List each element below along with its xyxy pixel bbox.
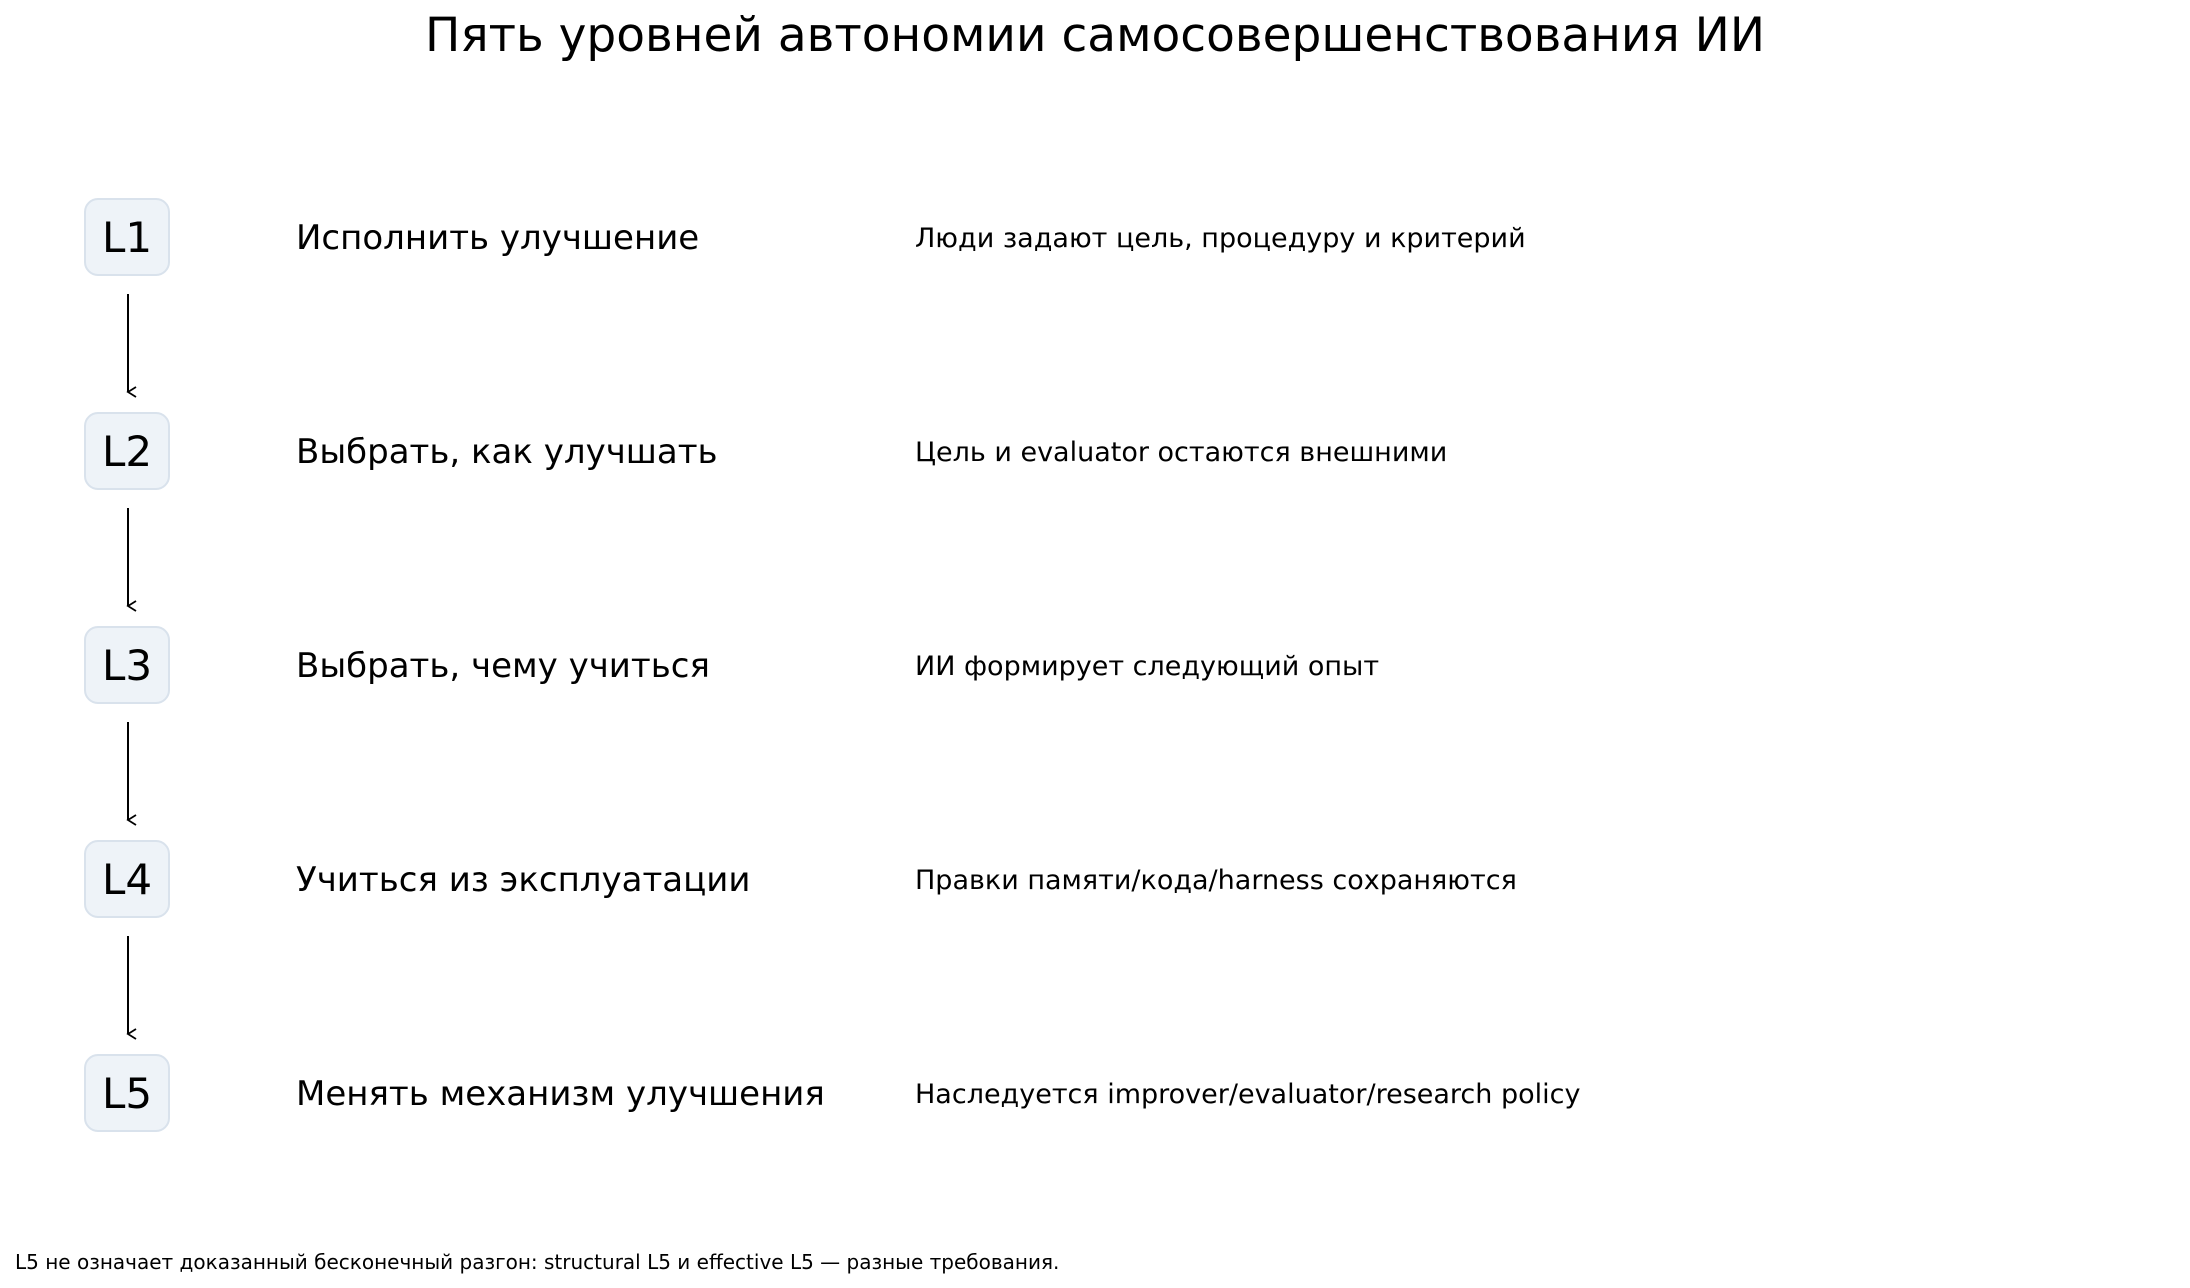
level-description: Люди задают цель, процедуру и критерий [915, 222, 1526, 254]
level-badge: L5 [84, 1054, 170, 1132]
level-badge: L2 [84, 412, 170, 490]
level-row-l4 [0, 840, 2190, 922]
level-name: Менять механизм улучшения [296, 1074, 825, 1114]
level-description: Правки памяти/кода/harness сохраняются [915, 864, 1517, 896]
level-name: Выбрать, чему учиться [296, 646, 710, 686]
level-description: Наследуется improver/evaluator/research policy [915, 1078, 1581, 1110]
level-badge: L1 [84, 198, 170, 276]
level-description: ИИ формирует следующий опыт [915, 650, 1380, 682]
level-row-l1 [0, 198, 2190, 280]
diagram-title: Пять уровней автономии самосовершенствования ИИ [424, 8, 1765, 63]
level-row-l5 [0, 1054, 2190, 1136]
level-row-l3 [0, 626, 2190, 708]
level-name: Выбрать, как улучшать [296, 432, 718, 472]
level-name: Исполнить улучшение [296, 218, 700, 258]
level-description: Цель и evaluator остаются внешними [915, 436, 1448, 468]
level-name: Учиться из эксплуатации [296, 860, 751, 900]
level-row-l2 [0, 412, 2190, 494]
footnote: L5 не означает доказанный бесконечный разгон: structural L5 и effective L5 — разные требования. [15, 1250, 1060, 1274]
level-badge: L3 [84, 626, 170, 704]
level-badge: L4 [84, 840, 170, 918]
